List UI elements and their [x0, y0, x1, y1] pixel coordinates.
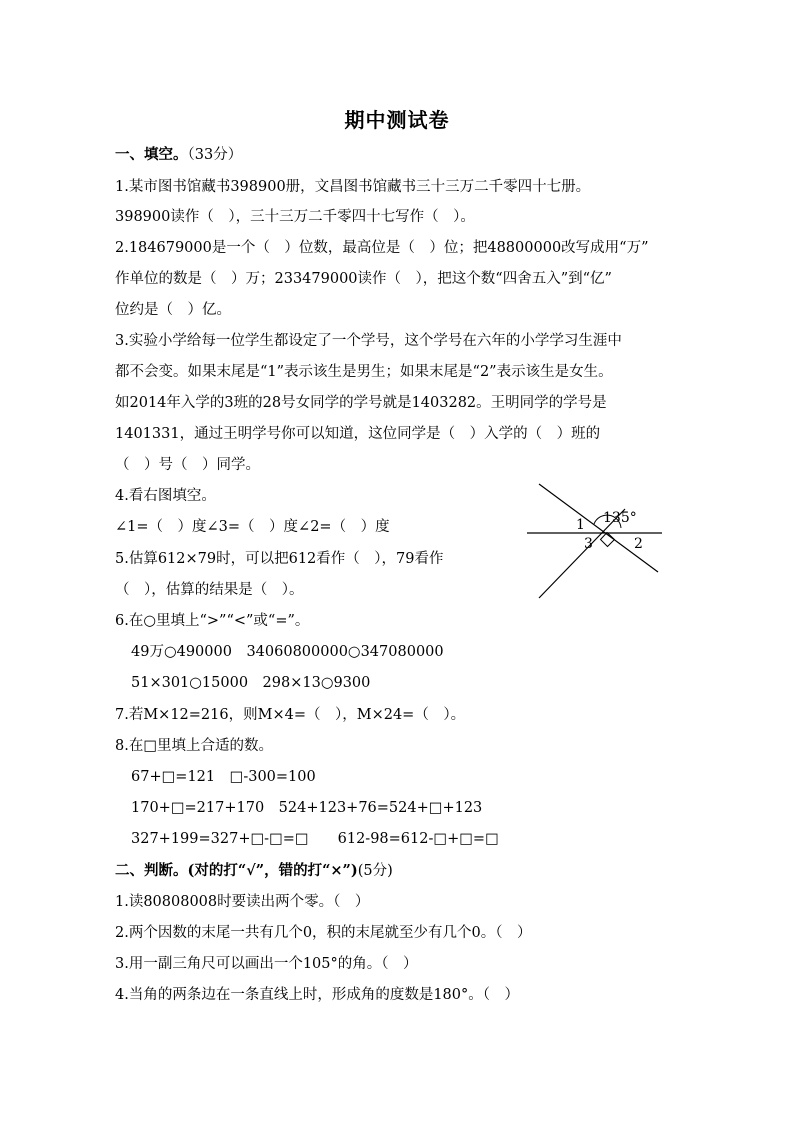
- q5-line2: （ ），估算的结果是（ ）。: [115, 582, 304, 598]
- judge-q3: 3.用一副三角尺可以画出一个105°的角。（ ）: [115, 956, 418, 972]
- q4-line1: 4.看右图填空。: [115, 488, 216, 504]
- q2-line1: 2.184679000是一个（ ）位数，最高位是（ ）位；把48800000改写成用“万”: [115, 240, 649, 256]
- q2-line3: 位约是（ ）亿。: [115, 302, 231, 318]
- q3-line2: 都不会变。如果末尾是“1”表示该生是男生；如果末尾是“2”表示该生是女生。: [115, 364, 613, 380]
- q6-line3: 51×301○15000 298×13○9300: [131, 675, 371, 691]
- section2-points: (5分): [357, 863, 393, 879]
- section1-points: （33分）: [187, 147, 243, 163]
- judge-q1: 1.读80808008时要读出两个零。（ ）: [115, 894, 370, 910]
- q7-line1: 7.若M×12=216，则M×4=（ ），M×24=（ ）。: [115, 707, 466, 723]
- section2-heading-text: 二、判断。(对的打“√”，错的打“×”): [115, 862, 358, 879]
- q8-line4: 327+199=327+□-□=□ 612-98=612-□+□=□: [131, 831, 499, 847]
- angle-3-label: 3: [584, 536, 593, 552]
- q5-line1: 5.估算612×79时，可以把612看作（ ），79看作: [115, 551, 444, 567]
- q3-line5: （ ）号（ ）同学。: [115, 457, 260, 473]
- q8-line3: 170+□=217+170 524+123+76=524+□+123: [131, 800, 483, 816]
- angle-1-label: 1: [576, 517, 585, 533]
- page-title: 期中测试卷: [344, 108, 450, 132]
- angle-figure: [527, 478, 662, 604]
- angle-2-label: 2: [634, 536, 643, 552]
- section1-heading: [115, 146, 242, 164]
- q2-line2: 作单位的数是（ ）万；233479000读作（ ），把这个数“四舍五入”到“亿”: [115, 271, 612, 287]
- angle-value-label: 135°: [603, 510, 637, 526]
- judge-q4: 4.当角的两条边在一条直线上时，形成角的度数是180°。（ ）: [115, 987, 520, 1003]
- diagonal-line-a: [539, 484, 658, 572]
- q8-line2: 67+□=121 □-300=100: [131, 769, 316, 785]
- q6-line2: 49万○490000 34060800000○347080000: [131, 644, 444, 660]
- q8-line1: 8.在□里填上合适的数。: [115, 738, 274, 754]
- judge-q2: 2.两个因数的末尾一共有几个0，积的末尾就至少有几个0。（ ）: [115, 925, 532, 941]
- q1-line2: 398900读作（ ），三十三万二千零四十七写作（ ）。: [115, 209, 475, 225]
- q3-line3: 如2014年入学的3班的28号女同学的学号就是1403282。王明同学的学号是: [115, 395, 607, 411]
- q3-line4: 1401331，通过王明学号你可以知道，这位同学是（ ）入学的（ ）班的: [115, 426, 601, 442]
- section1-heading-text: 一、填空。: [115, 146, 188, 163]
- q6-line1: 6.在○里填上“>”“<”或“=”。: [115, 613, 310, 629]
- q4-line2: ∠1=（ ）度∠3=（ ）度∠2=（ ）度: [115, 519, 390, 535]
- section2-heading: [115, 862, 393, 880]
- q3-line1: 3.实验小学给每一位学生都设定了一个学号，这个学号在六年的小学学习生涯中: [115, 333, 622, 349]
- q1-line1: 1.某市图书馆藏书398900册，文昌图书馆藏书三十三万二千零四十七册。: [115, 179, 591, 195]
